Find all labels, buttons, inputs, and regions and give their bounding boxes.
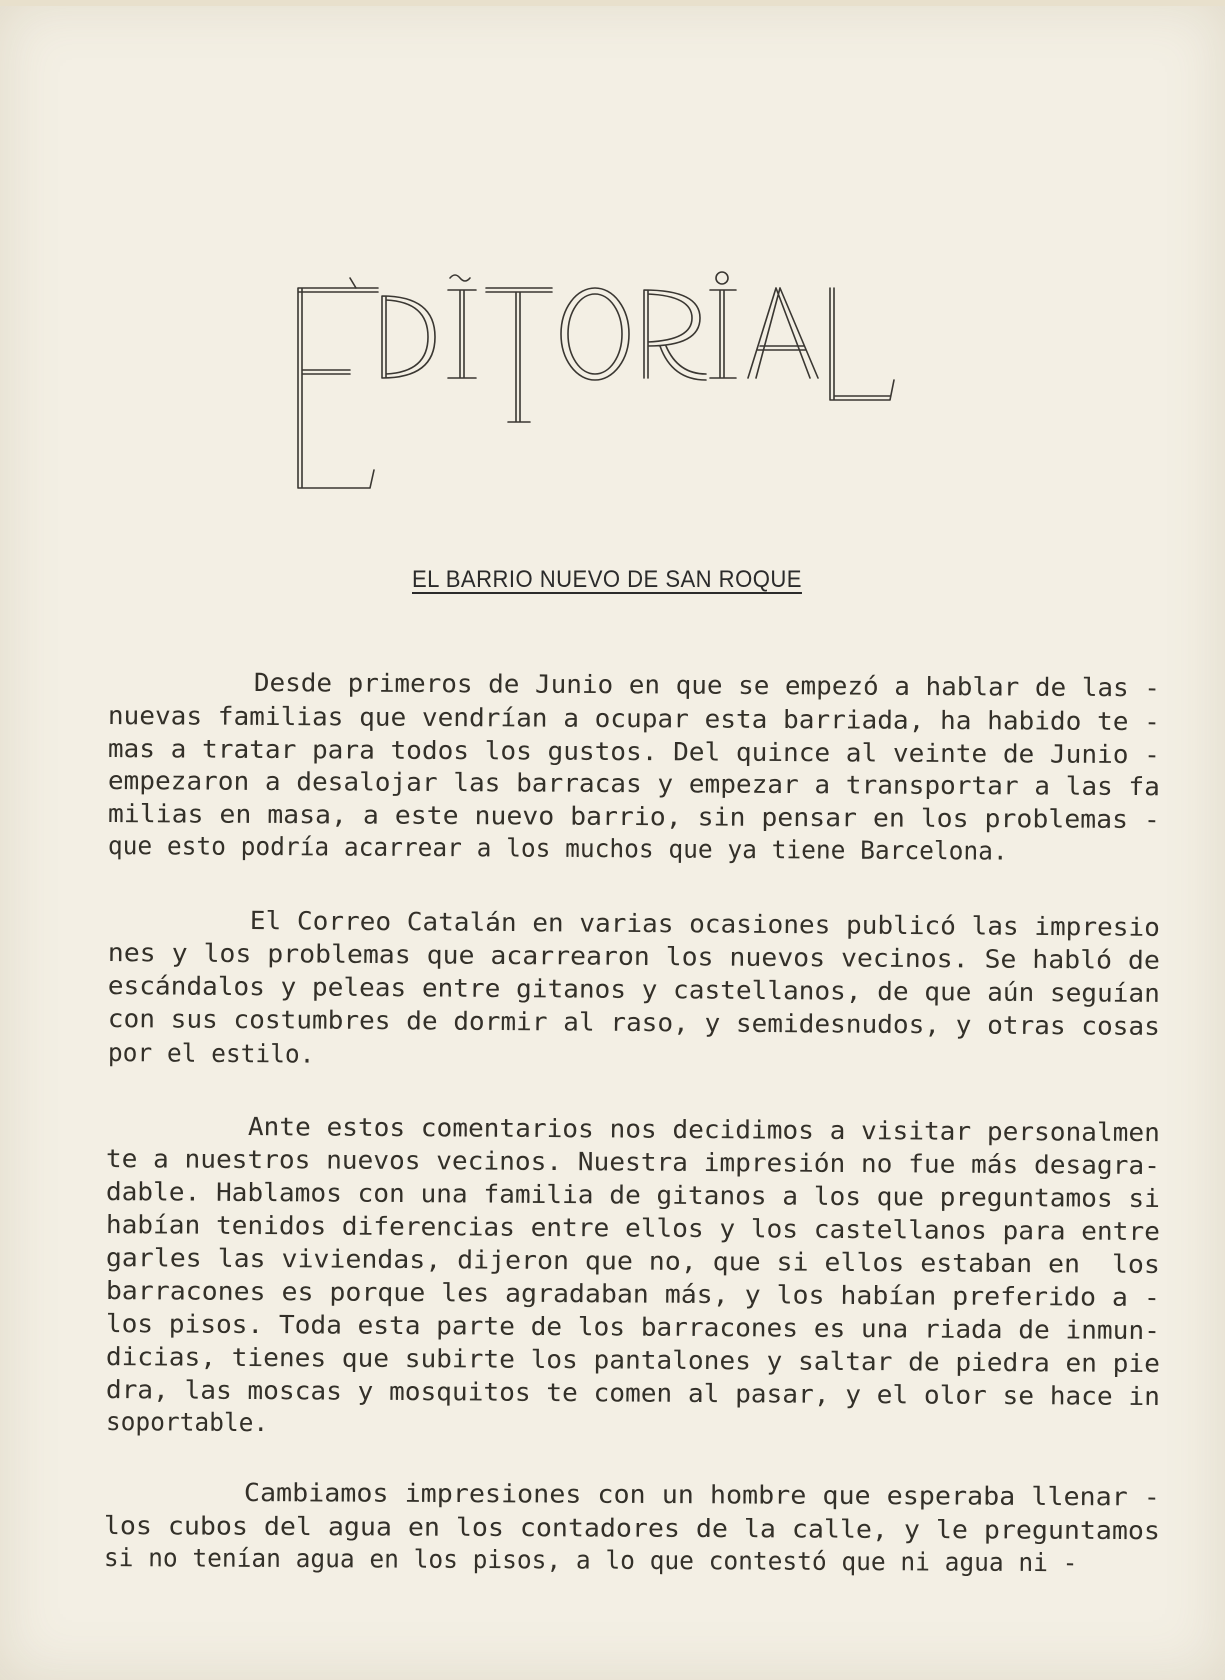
text-line: te a nuestros nuevos vecinos. Nuestra impresión no fue más desagra- xyxy=(105,1144,1160,1181)
text-line: Desde primeros de Junio en que se empezó a hablar de las - xyxy=(253,668,1160,703)
text-line: por el estilo. xyxy=(107,1038,315,1069)
paper-edge xyxy=(0,0,1225,6)
text-line: empezaron a desalojar las barracas y empezar a transportar a las fa xyxy=(107,766,1160,802)
text-line: El Correo Catalán en varias ocasiones publicó las impresio xyxy=(249,906,1160,942)
text-line: los cubos del agua en los contadores de la calle, y le preguntamos xyxy=(103,1511,1160,1546)
text-line: dra, las moscas y mosquitos te comen al pasar, y el olor se hace in xyxy=(105,1375,1160,1412)
article-subtitle: EL BARRIO NUEVO DE SAN ROQUE xyxy=(412,566,802,593)
text-line: milias en masa, a este nuevo barrio, sin pensar en los problemas - xyxy=(107,799,1160,835)
text-line: los pisos. Toda esta parte de los barracones es una riada de inmun- xyxy=(105,1309,1160,1346)
text-line: mas a tratar para todos los gustos. Del quince al veinte de Junio - xyxy=(107,734,1160,770)
text-line: con sus costumbres de dormir al raso, y semidesnudos, y otras cosas xyxy=(107,1004,1160,1041)
text-line: nes y los problemas que acarrearon los nuevos vecinos. Se habló de xyxy=(107,938,1160,975)
text-line: si no tenían agua en los pisos, a lo que contestó que ni agua ni - xyxy=(103,1543,1078,1578)
text-line: escándalos y peleas entre gitanos y castellanos, de que aún seguían xyxy=(107,971,1160,1008)
title-lettering-drawing xyxy=(290,270,970,500)
text-line: garles las viviendas, dijeron que no, que si ellos estaban en los xyxy=(105,1243,1160,1279)
text-line: Cambiamos impresiones con un hombre que esperaba llenar - xyxy=(243,1478,1161,1512)
text-line: Ante estos comentarios nos decidimos a visitar personalmen xyxy=(247,1112,1160,1148)
text-line: dicias, tienes que subirte los pantalones y saltar de piedra en pie xyxy=(105,1342,1160,1379)
text-line: nuevas familias que vendrían a ocupar esta barriada, ha habido te - xyxy=(107,701,1160,737)
editorial-title xyxy=(290,270,970,500)
text-line: que esto podría acarrear a los muchos que ya tiene Barcelona. xyxy=(107,831,1008,866)
text-line: dable. Hablamos con una familia de gitanos a los que preguntamos si xyxy=(105,1177,1160,1214)
text-line: soportable. xyxy=(105,1407,269,1438)
text-line: barracones es porque les agradaban más, y los habían preferido a - xyxy=(105,1276,1160,1312)
text-line: habían tenidos diferencias entre ellos y los castellanos para entre xyxy=(105,1210,1160,1247)
